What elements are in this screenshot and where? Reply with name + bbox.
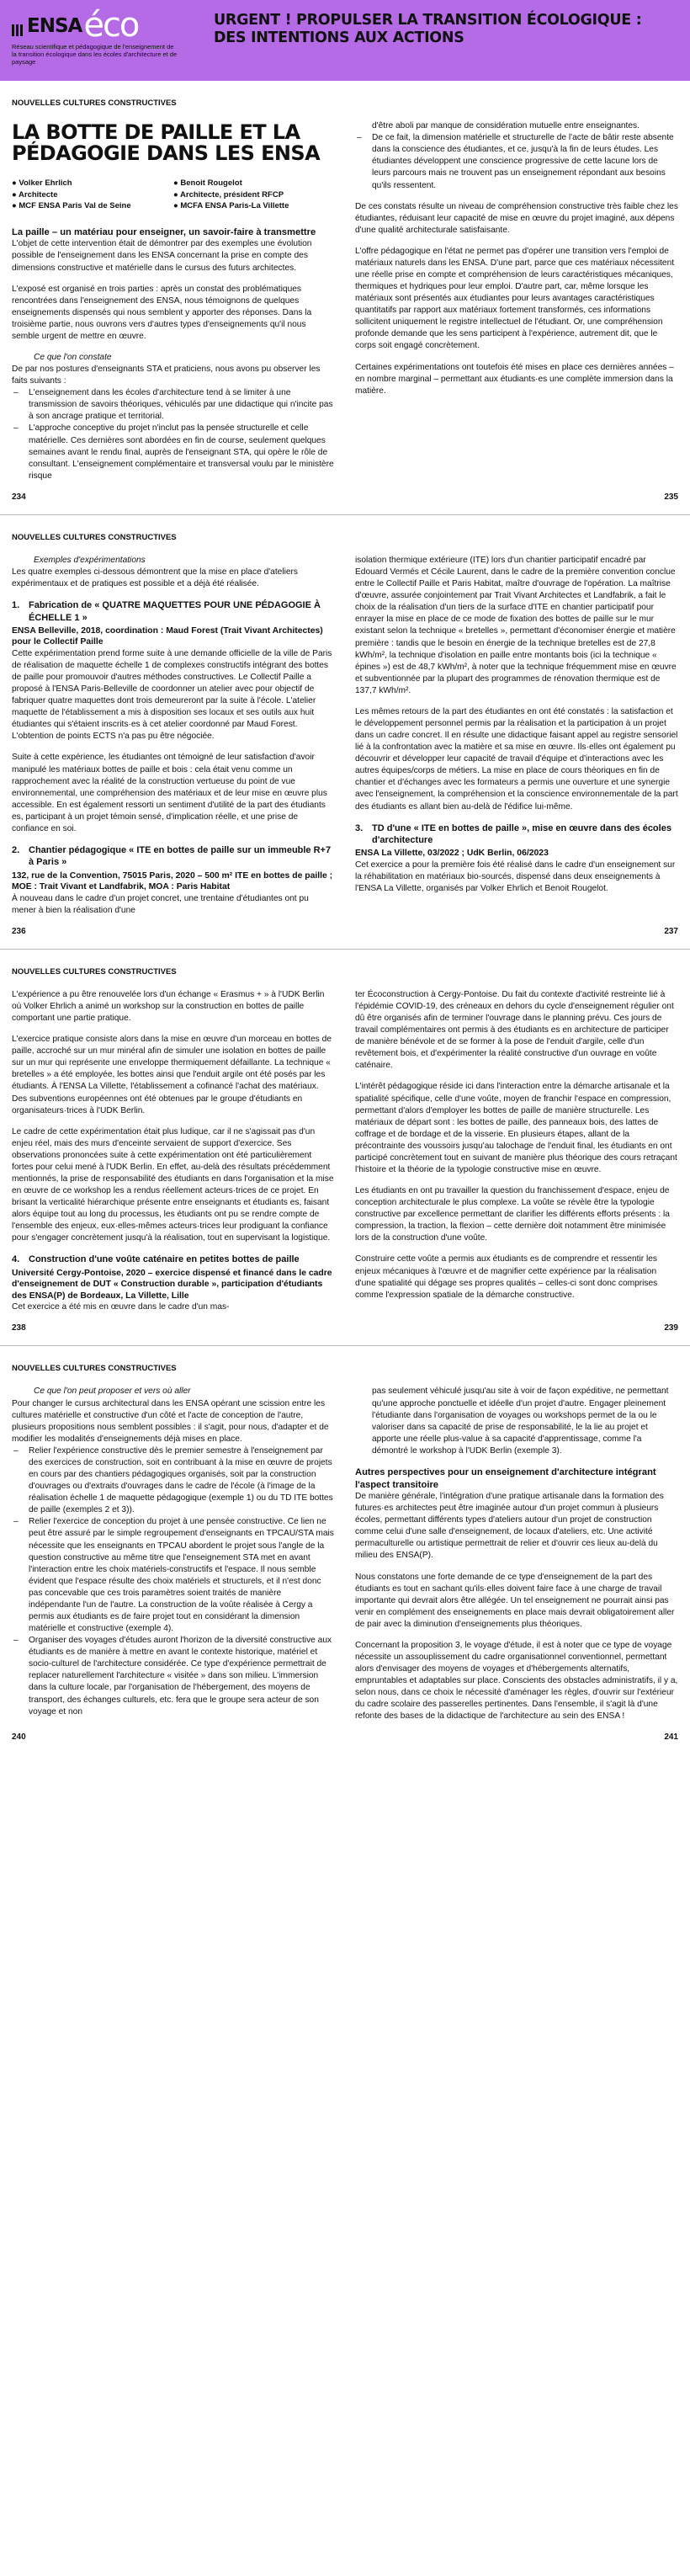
- page-number: 236: [12, 926, 26, 936]
- paragraph: Certaines expérimentations ont toutefois été mises en place ces dernières années – en nombre marginal – permettant aux étudiants·es une complète immersion dans la matière.: [355, 362, 674, 396]
- paragraph: À nouveau dans le cadre d'un projet concret, une trentaine d'étudiantes ont pu mener à bien la réalisation d'une: [12, 893, 309, 915]
- example-heading: 2. Chantier pédagogique « ITE en bottes de paille sur un immeuble R+7 à Paris »: [12, 845, 332, 868]
- proposal-list: [12, 1445, 335, 1718]
- author-role: ● Architecte: [12, 189, 58, 200]
- page-239: [345, 989, 678, 1323]
- paragraph: isolation thermique extérieure (ITE) lors d'un chantier participatif encadré par Edouard Vermés et Cécile Laurent, dans le cadre de la première convention conclue entre le Collectif Paille et Paris Habitat, maître d'ouvrage de l'opération. La maîtrise d'œuvre, assurée conjointement par Trait Vivant Architectes et Landfabrik, a fait le choix de la réalisation d'un tiers de la surface d'ITE en chantier participatif pour enrayer la mise en place de ce mode de fixation des bottes de paille sur le mur existant selon la technique « bretelles », permettant d'économiser énergie et matière première : tandis que le besoin en énergie de la technique bretelles est de 27,8 kWh/m², la technique d'isolation en paille entre montants bois (ici la technique « épines ») est de 48,7 kWh/m², à noter que la technique fréquemment mise en œuvre et subventionnée par la plupart des programmes de rénovation thermique est de 137,7 kWh/m².: [355, 555, 677, 695]
- paragraph: L'exposé est organisé en trois parties : après un constat des problématiques rencontrées dans l'enseignement des ENSA, nous témoignons de quelques enseignements dispensés qui nous semblent y apporter des réponses. Dans la troisième partie, nous ouvrons vers d'autres types d'enseignements qu'il nous semble urgent de mettre en œuvre.: [12, 284, 312, 341]
- page-235: [345, 120, 678, 492]
- paragraph: L'intérêt pédagogique réside ici dans l'interaction entre la démarche artisanale et la spatialité spécifique, celle d'une voûte, moyen de franchir l'espace en compression, permettant d'alors d'employer les bottes de paille de manière structurelle. Les matériaux de départ sont : les bottes de paille, des panneaux bois, des lattes de coffrage et de bordage et de la visserie. En plusieurs étapes, allant de la précontrainte des voussoirs jusqu'au talochage de l'enduit final, les étudiants en ont participé concrètement tout en suivant de manière plus théorique des cours retraçant l'histoire et la théorie de la typologie constructive mise en œuvre.: [355, 1082, 677, 1174]
- paragraph: De manière générale, l'intégration d'une pratique artisanale dans la formation des futures·es architectes peut être imaginée autour d'un projet commun à plusieurs écoles, permettant différents types d'ateliers autour d'un projet de construction comme celui d'une salle d'enseignement, de locaux d'ateliers, etc. Une activité permaculturelle ou artistique permettrait de relier et d'ouvrir ces lieux au-delà du milieu des ENSA(P).: [355, 1492, 664, 1561]
- section-label: NOUVELLES CULTURES CONSTRUCTIVES: [12, 1364, 177, 1374]
- paragraph: Concernant la proposition 3, le voyage d'étude, il est à noter que ce type de voyage nécessite un assouplissement du cadre organisationnel conventionnel, permettant alors d'envisager des moyens de voyages et d'hébergements alternatifs, empruntables et adaptables sur place. Conscients des obstacles administratifs, il y a, selon nous, dans ce choix le nécessité d'aménager les règles, d'ouvrir sur l'extérieur du cadre scolaire des passerelles pertinentes. Dans l'ensemble, il s'agit là d'une refonte des bases de la didactique de l'architecture au sein des ENSA !: [355, 1640, 678, 1722]
- page-number: 238: [12, 1323, 26, 1333]
- paragraph: Cet exercice a pour la première fois été réalisé dans le cadre d'un enseignement sur la réhabilitation en matériaux bio-sourcés, dispensé dans deux enseignements à l'ENSA La Villette, organisés par Volker Ehrlich et Benoit Rougelot.: [355, 860, 676, 893]
- logo-eco-text: éco: [83, 6, 139, 45]
- spread-234-235: [0, 81, 690, 515]
- page-numbers: [0, 492, 690, 503]
- paragraph: d'être aboli par manque de considération mutuelle entre enseignantes.: [372, 121, 640, 131]
- page-number: 234: [12, 492, 26, 502]
- list-item: – L'enseignement dans les écoles d'architecture tend à se limiter à une transmission de savoirs théoriques, véhiculés par une didactique qui n'incite pas à son ancrage pratique et territorial.: [12, 387, 335, 423]
- paragraph: De par nos postures d'enseignants STA et praticiens, nous avons pu observer les faits suivants :: [12, 365, 321, 386]
- page-241: [345, 1386, 678, 1732]
- paragraph: Suite à cette expérience, les étudiantes ont témoigné de leur satisfaction d'avoir manipulé les matériaux bottes de paille et bois : cela était venu comme un rapprochement avec la réalité de la construction vertueuse du point de vue environnemental, une compréhension des matériaux et de leur mise en œuvre plus accessible. En est également ressorti un sentiment d'utilité de la part des étudiants es, participant à un projet témoin sensé, d'implication réelle, et une prise de confiance en soi.: [12, 753, 327, 833]
- publication-title: URGENT ! PROPULSER LA TRANSITION ÉCOLOGIQUE : DES INTENTIONS AUX ACTIONS: [214, 12, 642, 47]
- page-numbers: [0, 1323, 690, 1334]
- paragraph: L'objet de cette intervention était de démontrer par des exemples une évolution possible de l'enseignement dans les ENSA concernant la prise en compte des dimensions constructive et matérielle dans le cursus des futurs architectes.: [12, 239, 312, 273]
- subheading: Ce que l'on constate: [34, 353, 112, 362]
- example-meta: 132, rue de la Convention, 75015 Paris, 2020 – 500 m² ITE en bottes de paille ; MOE : Trait Vivant et Landfabrik, MOA : Paris Habitat: [12, 870, 333, 892]
- example-heading: 1. Fabrication de « QUATRE MAQUETTES POUR UNE PÉDAGOGIE À ÉCHELLE 1 »: [12, 600, 321, 623]
- page-number: 235: [664, 492, 678, 502]
- example-meta: Université Cergy-Pontoise, 2020 – exercice dispensé et financé dans le cadre d'enseignement de DUT « Construction durable », participation d'étudiants des ENSA(P) de Bordeaux, La Villette, Lille: [12, 1268, 332, 1301]
- section-label: NOUVELLES CULTURES CONSTRUCTIVES: [12, 98, 177, 108]
- divider: [0, 1334, 690, 1346]
- spread-236-237: [0, 515, 690, 950]
- paragraph: Cet exercice a été mis en œuvre dans le cadre d'un mas-: [12, 1302, 230, 1312]
- example-meta: ENSA Belleville, 2018, coordination : Maud Forest (Trait Vivant Architectes) pour le Collectif Paille: [12, 625, 323, 647]
- logo-subtitle: Réseau scientifique et pédagogique de l'enseignement de la transition écologique dans les écoles d'architecture et de paysage: [12, 43, 178, 66]
- paragraph: pas seulement véhiculé jusqu'au site à voir de façon expéditive, ne permettant qu'une approche ponctuelle et idéelle d'un projet d'autre. Engager pleinement l'étudiante dans l'organisation de voyages ou workshops permet de la ou le valoriser dans sa capacité de prise de responsabilité, le la lie au projet et apporte une réelle plus-value à sa capacité d'apprentissage, comme l'a démontré le workshop à l'UDK Berlin (exemple 3).: [372, 1386, 669, 1456]
- divider: [0, 503, 690, 515]
- page-number: 237: [664, 926, 678, 936]
- page-number: 240: [12, 1732, 26, 1743]
- article-title: LA BOTTE DE PAILLE ET LA PÉDAGOGIE DANS LES ENSA: [12, 120, 321, 166]
- lead-heading: La paille – un matériau pour enseigner, un savoir-faire à transmettre: [12, 226, 316, 237]
- list-item: – De ce fait, la dimension matérielle et structurelle de l'acte de bâtir reste absente dans la conscience des étudiantes, et ce, jusqu'à la fin de leurs études. Les étudiantes développent une conscience progressive de cette lacune lors de leurs parcours mais ne trouvent pas un enseignement répondant aux besoins qu'ils ressentent.: [355, 132, 678, 191]
- section-label: NOUVELLES CULTURES CONSTRUCTIVES: [12, 966, 177, 977]
- author-affiliation: ● MCFA ENSA Paris-La Villette: [173, 200, 289, 210]
- author-ehrlich: [12, 178, 173, 210]
- page-237: [345, 555, 678, 926]
- subheading: Ce que l'on peut proposer et vers où aller: [34, 1386, 191, 1397]
- paragraph: Le cadre de cette expérimentation était plus ludique, car il ne s'agissait pas d'un enjeu réel, mais des murs d'enceinte servaient de support d'exercice. Ses observations prononcées suite à cette expérimentation ont été particulièrement fortes pour celui mené à l'UDK Berlin. En effet, au-delà des résultats précédemment mentionnés, la prise de responsabilité des étudiants en dans l'organisation et la mise en œuvre de ce workshop les a rendus réellement acteurs·trices de ce projet. En brisant la verticalité hiérarchique présente entre enseignants et étudiants es, faisant alors équipe tout au long du processus, les étudiants ont pu se rendre compte de l'ensemble des enjeux, eux·elles-mêmes acteurs·trices leur prodiguant la confiance pour s'engager concrètement jusqu'à la réalisation, tout en supervisant la logistique.: [12, 1126, 334, 1243]
- logo-bars-icon: [12, 24, 23, 40]
- paragraph: Les mêmes retours de la part des étudiantes en ont été constatés : la satisfaction et le développement personnel permis par la réalisation et la participation à un projet dans un cadre concret. Il en résulte une didactique faisant appel au registre sensoriel lié à la confrontation avec la matière et sa mise en œuvre. Ils·elles ont également pu découvrir et développer leur capacité de travail d'équipe et d'interactions avec les autres équipes/corps de métiers. La mise en place de cours théoriques en fin de chantier et d'échanges avec les formateurs a permis une ouverture et une synergie avec l'enseignement, la compréhension et la conscience environnementale de la part des étudiants es allant bien au-delà de l'édifice lui-même.: [355, 706, 678, 812]
- author-affiliation: ● MCF ENSA Paris Val de Seine: [12, 200, 131, 210]
- page-234: [12, 120, 345, 492]
- author-name: ● Benoit Rougelot: [173, 178, 242, 189]
- author-name: ● Volker Ehrlich: [12, 178, 72, 189]
- paragraph: ter Écoconstruction à Cergy-Pontoise. Du fait du contexte d'activité restreinte lié à l'épidémie COVID-19, des créneaux en dehors du cycle d'enseignement régulier ont dû être organisés afin de terminer l'ouvrage dans le planning prévu. Ces jours de travail complémentaires ont permis à des étudiants es en architecture de participer de manière bénévole et de se former à la pose de l'enduit d'argile, celle d'un revêtement bois, et d'expérimenter la réalité constructive d'un ouvrage en voûte caténaire.: [355, 989, 674, 1071]
- example-heading: 4. Construction d'une voûte caténaire en petites bottes de paille: [12, 1254, 300, 1265]
- header-banner: [0, 0, 690, 81]
- author-rougelot: [173, 178, 335, 210]
- paragraph: Construire cette voûte a permis aux étudiants es de comprendre et ressentir les enjeux mécaniques à l'œuvre et de magnifier cette expérience par la réalisation d'une spatialité qui dégage ses propres qualités – celles-ci sont donc comprises comme l'expression spatiale de la démarche constructive.: [355, 1254, 658, 1300]
- page-numbers: [0, 926, 690, 938]
- paragraph: L'exercice pratique consiste alors dans la mise en œuvre d'un morceau en bottes de paille, accroché sur un mur minéral afin de simuler une isolation en bottes de paille sur un mur qui représente une enveloppe thermiquement défaillante. La technique « bretelles » a été employée, les bottes ainsi que l'enduit argile ont été posés par les étudiants. À l'ENSA La Villette, l'établissement a cofinancé l'achat des matériaux. Des subventions européennes ont été obtenues par le groupe d'étudiants en organisateurs·trices à l'UDK Berlin.: [12, 1035, 332, 1115]
- paragraph: De ces constats résulte un niveau de compréhension constructive très faible chez les étudiantes, réduisant leur capacité de mise en œuvre du projet imaginé, aux dépens d'une qualité architecturale satisfaisante.: [355, 201, 678, 235]
- example-heading: 3. TD d'une « ITE en bottes de paille », mise en œuvre dans des écoles d'architecture: [355, 822, 671, 845]
- subheading: Exemples d'expérimentations: [34, 555, 146, 565]
- section-label: NOUVELLES CULTURES CONSTRUCTIVES: [12, 532, 177, 542]
- page-numbers: [0, 1732, 690, 1743]
- page-236: [12, 555, 345, 926]
- logo-ensa-text: ENSA: [27, 15, 82, 38]
- paragraph: Cette expérimentation prend forme suite à une demande officielle de la ville de Paris de réalisation de maquette échelle 1 de complexes constructifs intégrant des bottes de paille pour promouvoir d'autres méthodes constructives. Le Collectif Paille a proposé à l'ENSA Paris-Belleville de coordonner un atelier avec pour objectif de fabriquer quatre maquettes dont trois demeureront par la suite à l'école. L'atelier maquette de l'établissement a mis à disposition ses locaux et ses outils aux huit étudiantes qui s'étaient inscrits·es à cet atelier coordonné par Maud Forest. L'obtention de points ECTS n'a pas pu être négociée.: [12, 648, 332, 742]
- author-role: ● Architecte, président RFCP: [173, 189, 284, 200]
- list-item: – Relier l'expérience constructive dès le premier semestre à l'enseignement par des exercices de construction, soit en contribuant à la mise en œuvre de projets en cours par des chantiers pédagogiques organisés, soit par la construction d'ouvrages ou d'extraits d'ouvrages dans le cadre de l'école (à l'image de la réalisation échelle 1 de maquette pédagogique (exemple 1) ou du TD ITE bottes de paille (exemples 2 et 3)).: [12, 1445, 335, 1516]
- divider: [0, 938, 690, 950]
- authors-block: [12, 178, 335, 210]
- ensa-eco-logo: [12, 6, 180, 71]
- page-number: 241: [664, 1732, 678, 1743]
- list-item: – Organiser des voyages d'études auront l'horizon de la diversité constructive aux étudiants es de manière à mettre en avant le contexte historique, matériel et socio-culturel de l'architecture considérée. Ce type d'expérience permettrait de replacer naturellement l'architecture « visitée » dans son milieu. L'immersion dans la culture locale, par l'organisation de l'hébergement, des moyens de transport, des échanges culturels, etc. fera que le groupe sera acteur de son voyage et non: [12, 1635, 335, 1718]
- observation-list-cont: [355, 132, 678, 191]
- spread-238-239: [0, 950, 690, 1347]
- observation-list: [12, 387, 335, 482]
- paragraph: Pour changer le cursus architectural dans les ENSA opérant une scission entre les cultures matérielle et constructive d'un côté et l'acte de conception de l'autre, plusieurs propositions nous semblent possibles : il s'agit, pour nous, d'adapter et de modifier les modalités d'enseignements déjà mises en place.: [12, 1398, 329, 1444]
- list-item: – L'approche conceptive du projet n'inclut pas la pensée structurelle et celle matérielle. Ces dernières sont abordées en fin de course, seulement quelques semaines avant le rendu final, auprès de l'enseignant STA, qui opère le rôle de consultant. L'enseignement complémentaire et transversal voulu par le ministère risque: [12, 423, 335, 482]
- paragraph: L'offre pédagogique en l'état ne permet pas d'opérer une transition vers l'emploi de matériaux naturels dans les ENSA. D'une part, parce que ces matériaux nécessitent une réelle prise en compte et compréhension de leurs caractéristiques mécaniques, thermiques et hydriques pour leur emploi. D'autre part, car, même lorsque les matériaux sont présentés aux étudiantes pour leurs avantages caractéristiques quantitatifs par rapport aux matériaux fortement transformés, ces informations sollicitent uniquement le registre intellectuel de l'étudiant. Or, une compréhension profonde demande que les sens participent à l'expérience, autrement dit, que le corps soit engagé concrètement.: [355, 246, 675, 351]
- page-240: [12, 1386, 345, 1732]
- paragraph: Les étudiants en ont pu travailler la question du franchissement d'espace, enjeu de conception architecturale le plus complexe. La voûte se révèle être la typologie constructive par excellence permettant de clarifier les différents efforts présents : la compression, la traction, la flexion – cette dernière doit notamment être minimisée lors de la construction d'une voûte.: [355, 1186, 670, 1243]
- spread-240-241: [0, 1346, 690, 1743]
- paragraph: Les quatre exemples ci-dessous démontrent que la mise en place d'ateliers expérimentaux et de pratiques est possible et a déjà été réalisée.: [12, 567, 299, 589]
- list-item: – Relier l'exercice de conception du projet à une pensée constructive. Ce lien ne peut être assuré par le simple regroupement d'enseignants en TPCAU/STA mais nécessite que les enseignants en TPCAU abordent le projet sous l'angle de la question constructive au même titre que l'enseignement STA met en avant l'interaction entre les choix matériels-constructifs et l'espace. Il nous semble évident que l'espace résulte des choix matériels et structurels, et il n'est donc pas concevable que ces trois paramètres soient traités de manière indépendante l'un de l'autre. La construction de la voûte réalisée à Cergy a permis aux étudiants es de faire projet tout en considérant la dimension matérielle et constructive (exemple 4).: [12, 1516, 335, 1635]
- example-meta: ENSA La Villette, 03/2022 ; UdK Berlin, 06/2023: [355, 849, 549, 859]
- paragraph: Nous constatons une forte demande de ce type d'enseignement de la part des étudiants es tout en sachant qu'ils·elles doivent faire face à une charge de travail importante qui devrait alors être allégée. Un tel enseignement ne pourrait ainsi pas venir en complément des enseignements en place mais devrait obligatoirement aller de pair avec la diminution d'enseignements plus théoriques.: [355, 1572, 675, 1629]
- page-238: [12, 989, 345, 1323]
- page-number: 239: [664, 1323, 678, 1333]
- paragraph: L'expérience a pu être renouvelée lors d'un échange « Erasmus + » à l'UDK Berlin où Volker Ehrlich a animé un workshop sur la construction en bottes de paille comportant une partie pratique.: [12, 989, 325, 1024]
- perspectives-heading: Autres perspectives pour un enseignement d'architecture intégrant l'aspect transitoire: [355, 1466, 656, 1490]
